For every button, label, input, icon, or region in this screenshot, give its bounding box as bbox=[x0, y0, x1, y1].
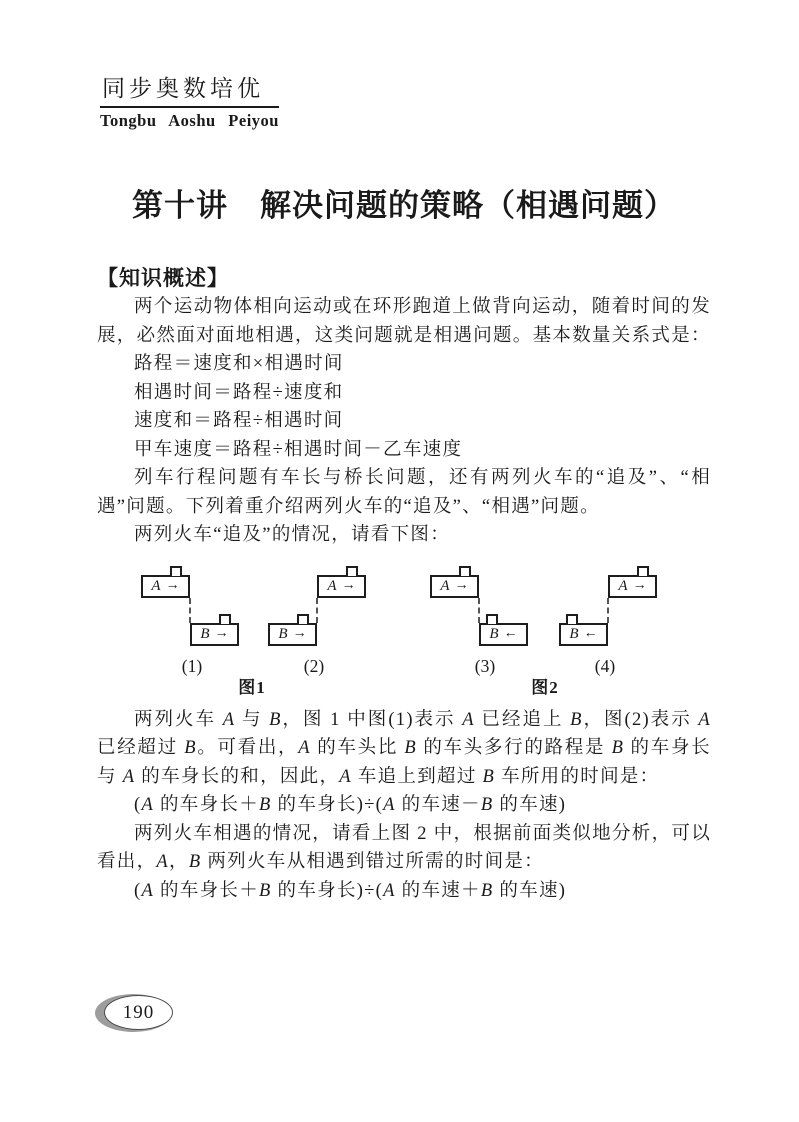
figure2-caption: 图2 bbox=[531, 677, 559, 697]
train-b-box bbox=[479, 623, 528, 646]
train-chimney-icon bbox=[486, 614, 498, 624]
train-a-box bbox=[608, 575, 657, 598]
series-title-chinese: 同步奥数培优 bbox=[100, 70, 279, 108]
arrow-right-icon: → bbox=[341, 578, 356, 593]
arrow-right-icon: → bbox=[165, 578, 180, 593]
formula-train-a-speed: 甲车速度＝路程÷相遇时间－乙车速度 bbox=[134, 439, 463, 460]
lesson-title: 第十讲 解决问题的策略（相遇问题） bbox=[132, 188, 676, 223]
formula-distance: 路程＝速度和×相遇时间 bbox=[134, 354, 344, 374]
paragraph-intro: 两个运动物体相向运动或在环形跑道上做背向运动，随着时间的发展，必然面对面地相遇，这类问题就是相遇问题。基本数量关系式是： bbox=[97, 297, 711, 346]
paragraph-analysis-meet: 两列火车相遇的情况，请看上图 2 中，根据前面类似地分析，可以看出，A，B 两列火车从相遇到错过所需的时间是： bbox=[97, 823, 711, 872]
arrow-right-icon: → bbox=[292, 626, 307, 641]
paragraph-chase-lead: 两列火车“追及”的情况，请看下图： bbox=[134, 525, 451, 545]
train-a-label: A bbox=[327, 577, 337, 594]
arrow-right-icon: → bbox=[214, 626, 229, 641]
section-heading: 【知识概述】 bbox=[97, 266, 229, 290]
series-title-pinyin: Tongbu Aoshu Peiyou bbox=[100, 111, 279, 130]
train-chimney-icon bbox=[459, 566, 471, 576]
train-b-box bbox=[268, 623, 317, 646]
train-b-label: B bbox=[569, 625, 579, 642]
train-b-box bbox=[559, 623, 608, 646]
train-a-label: A bbox=[618, 577, 628, 594]
alignment-dashed-line bbox=[478, 598, 480, 623]
train-a-label: A bbox=[151, 577, 161, 594]
arrow-right-icon: → bbox=[454, 578, 469, 593]
formula-meeting-time: 相遇时间＝路程÷速度和 bbox=[134, 382, 344, 403]
config-label: (3) bbox=[474, 655, 496, 676]
train-chimney-icon bbox=[219, 614, 231, 624]
train-a-box bbox=[141, 575, 190, 598]
arrow-left-icon: ← bbox=[503, 626, 518, 641]
train-a-box bbox=[317, 575, 366, 598]
config-label: (4) bbox=[594, 655, 616, 676]
page-number-value: 190 bbox=[104, 995, 173, 1030]
paragraph-analysis-chase: 两列火车 A 与 B，图 1 中图(1)表示 A 已经追上 B，图(2)表示 A 已经超过 B。可看出，A 的车头比 B 的车头多行的路程是 B 的车身长与 A 的车身长的和，因此，A 车追上到超过 B 车所用的时间是： bbox=[97, 709, 711, 787]
train-a-box bbox=[430, 575, 479, 598]
running-head bbox=[100, 70, 279, 131]
page-content bbox=[97, 264, 711, 905]
arrow-left-icon: ← bbox=[583, 626, 598, 641]
config-label: (1) bbox=[181, 655, 203, 676]
alignment-dashed-line bbox=[607, 598, 609, 623]
alignment-dashed-line bbox=[189, 598, 191, 623]
train-chimney-icon bbox=[170, 566, 182, 576]
train-chimney-icon bbox=[297, 614, 309, 624]
figure1-caption: 图1 bbox=[238, 677, 266, 697]
config-label: (2) bbox=[303, 655, 325, 676]
arrow-right-icon: → bbox=[632, 578, 647, 593]
formula-meet-time: (A 的车身长＋B 的车身长)÷(A 的车速＋B 的车速) bbox=[134, 880, 567, 901]
train-chimney-icon bbox=[566, 614, 578, 624]
train-b-box bbox=[190, 623, 239, 646]
train-b-label: B bbox=[489, 625, 499, 642]
train-chimney-icon bbox=[346, 566, 358, 576]
train-a-label: A bbox=[440, 577, 450, 594]
formula-chase-time: (A 的车身长＋B 的车身长)÷(A 的车速－B 的车速) bbox=[134, 795, 567, 815]
train-chimney-icon bbox=[637, 566, 649, 576]
formula-speed-sum: 速度和＝路程÷相遇时间 bbox=[134, 411, 344, 431]
train-b-label: B bbox=[200, 625, 210, 642]
page-number-badge bbox=[95, 994, 172, 1032]
train-b-label: B bbox=[278, 625, 288, 642]
paragraph-train-problem: 列车行程问题有车长与桥长问题，还有两列火车的“追及”、“相遇”问题。下列着重介绍两列火车的“追及”、“相遇”问题。 bbox=[97, 468, 711, 517]
trains-figure bbox=[97, 550, 711, 700]
alignment-dashed-line bbox=[316, 598, 318, 623]
